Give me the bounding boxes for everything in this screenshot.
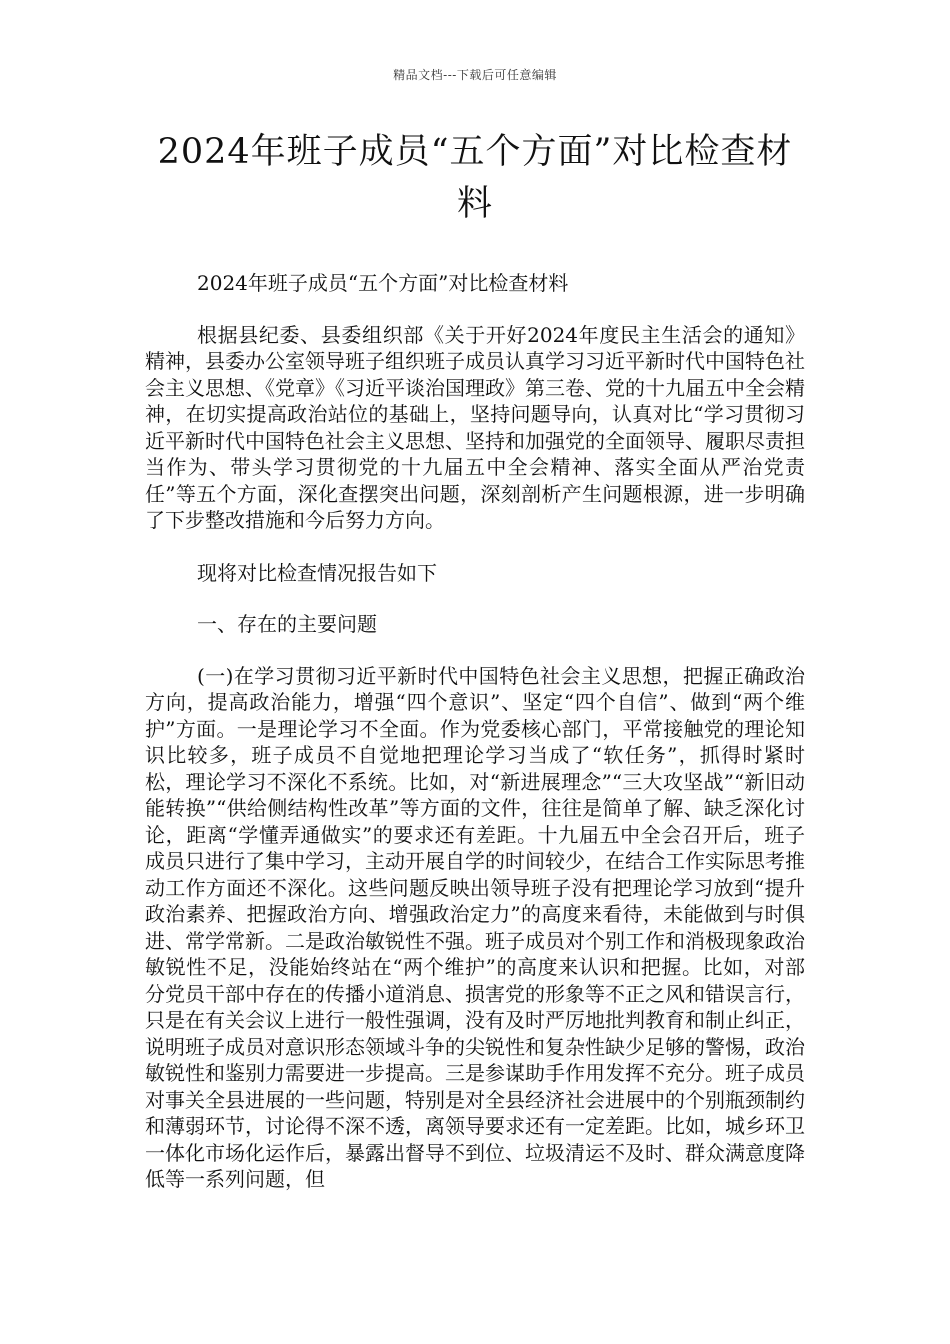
report-line: 现将对比检查情况报告如下 xyxy=(197,560,437,585)
intro-paragraph: 根据县纪委、县委组织部《关于开好2024年度民主生活会的通知》精神，县委办公室领导班子组织班子成员认真学习习近平新时代中国特色社会主义思想、《党章》《习近平谈治国理政》第三卷、党的十九届五中全会精神，在切实提高政治站位的基础上，坚持问题导向，认真对比“学习贯彻习近平新时代中国特色社会主义思想、坚持和加强党的全面领导、履职尽责担当作为、带头学习贯彻党的十九届五中全会精神、落实全面从严治党责任”等五个方面，深化查摆突出问题，深刻剖析产生问题根源，进一步明确了下步整改措施和今后努力方向。 xyxy=(145,322,805,532)
document-body xyxy=(145,270,805,1193)
section-heading: 一、存在的主要问题 xyxy=(197,612,377,636)
document-title: 2024年班子成员“五个方面”对比检查材料 xyxy=(157,132,793,224)
document-subtitle: 2024年班子成员“五个方面”对比检查材料 xyxy=(197,271,569,295)
header-note: 精品文档---下载后可任意编辑 xyxy=(393,68,557,82)
section-body-paragraph: (一)在学习贯彻习近平新时代中国特色社会主义思想，把握正确政治方向，提高政治能力，增强“四个意识”、坚定“四个自信”、做到“两个维护”方面。一是理论学习不全面。作为党委核心部门，平常接触党的理论知识比较多，班子成员不自觉地把理论学习当成了“软任务”，抓得时紧时松，理论学习不深化不系统。比如，对“新进展理念”“三大攻坚战”“新旧动能转换”“供给侧结构性改革”等方面的文件，往往是简单了解、缺乏深化讨论，距离“学懂弄通做实”的要求还有差距。十九届五中全会召开后，班子成员只进行了集中学习，主动开展自学的时间较少，在结合工作实际思考推动工作方面还不深化。这些问题反映出领导班子没有把理论学习放到“提升政治素养、把握政治方向、增强政治定力”的高度来看待，未能做到与时俱进、常学常新。二是政治敏锐性不强。班子成员对个别工作和消极现象政治敏锐性不足，没能始终站在“两个维护”的高度来认识和把握。比如，对部分党员干部中存在的传播小道消息、损害党的形象等不正之风和错误言行，只是在有关会议上进行一般性强调，没有及时严厉地批判教育和制止纠正，说明班子成员对意识形态领域斗争的尖锐性和复杂性缺少足够的警惕，政治敏锐性和鉴别力需要进一步提高。三是参谋助手作用发挥不充分。班子成员对事关全县进展的一些问题，特别是对全县经济社会进展中的个别瓶颈制约和薄弱环节，讨论得不深不透，离领导要求还有一定差距。比如，城乡环卫一体化市场化运作后，暴露出督导不到位、垃圾清运不及时、群众满意度降低等一系列问题，但 xyxy=(145,663,805,1191)
